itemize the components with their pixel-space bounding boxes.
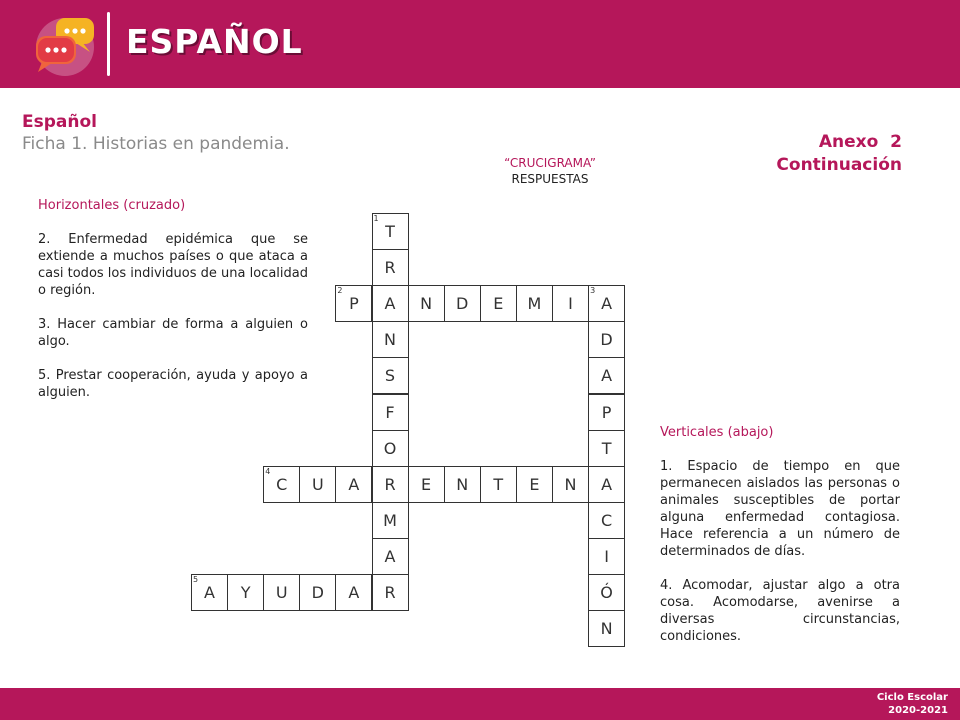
crossword-letter: T	[493, 474, 504, 494]
header-title: ESPAÑOL	[126, 22, 303, 61]
footer-bar	[0, 688, 960, 720]
crossword-letter: R	[384, 583, 396, 602]
crossword-letter: N	[384, 330, 396, 350]
crossword-letter: A	[601, 474, 613, 494]
crossword-cell	[588, 430, 625, 467]
crossword-cell	[588, 357, 625, 394]
crossword-letter: R	[384, 474, 396, 494]
crossword-letter: C	[601, 510, 613, 530]
crossword-cell	[444, 285, 481, 322]
crossword-clue-number: 4	[265, 466, 271, 476]
crossword-letter: C	[276, 474, 288, 494]
crossword-cell	[372, 285, 409, 322]
crossword-cell	[299, 574, 336, 611]
crossword-letter: N	[564, 474, 577, 494]
crossword-letter: E	[529, 474, 540, 494]
crossword-letter: Y	[240, 583, 251, 602]
crossword-cell	[299, 466, 336, 503]
subject-title: Español	[22, 112, 97, 132]
crossword-letter: I	[568, 294, 573, 314]
crossword-letter: N	[600, 619, 613, 639]
crossword-cell	[372, 574, 409, 611]
crossword-cell	[552, 466, 589, 503]
crossword-cell	[516, 466, 553, 503]
crossword-subtitle: RESPUESTAS	[511, 172, 589, 186]
crossword-cell	[588, 574, 625, 611]
crossword-cell	[263, 466, 300, 503]
crossword-cell	[552, 285, 589, 322]
crossword-cell	[372, 249, 409, 286]
crossword-letter: A	[204, 583, 215, 602]
crossword-letter: S	[384, 366, 396, 386]
crossword-letter: R	[384, 258, 396, 278]
crossword-letter: A	[601, 294, 613, 314]
clue-vertical-4: 4. Acomodar, ajustar algo a otra cosa. Acomodarse, avenirse a diversas circunstancias, condiciones.	[660, 578, 900, 644]
crossword-cell	[372, 466, 409, 503]
crossword-letter: D	[311, 583, 324, 602]
crossword-letter: O	[383, 438, 397, 458]
crossword-cell	[408, 466, 445, 503]
crossword-cell	[588, 466, 625, 503]
crossword-cell	[372, 430, 409, 467]
school-year-title: Ciclo Escolar	[876, 692, 948, 703]
crossword-letter: I	[604, 546, 609, 566]
crossword-letter: A	[384, 294, 396, 314]
crossword-cell	[444, 466, 481, 503]
crossword-letter: U	[311, 474, 324, 494]
crossword-cell	[372, 357, 409, 394]
crossword-letter: A	[384, 546, 396, 566]
crossword-letter: E	[421, 474, 432, 494]
crossword-cell	[588, 502, 625, 539]
crossword-cell	[588, 538, 625, 575]
crossword-letter: Ó	[600, 583, 613, 602]
crossword-cell	[588, 394, 625, 431]
crossword-letter: T	[385, 222, 395, 241]
clue-horizontal-5: 5. Prestar cooperación, ayuda y apoyo a alguien.	[38, 368, 308, 400]
crossword-cell	[372, 502, 409, 539]
crossword-cell	[372, 213, 409, 250]
clue-vertical-1: 1. Espacio de tiempo en que permanecen aislados las personas o animales susceptibles de portar alguna enfermedad contagiosa. Hace referencia a un número de determinados de días.	[660, 459, 900, 559]
crossword-cell	[480, 285, 517, 322]
crossword-letter: M	[527, 294, 542, 314]
crossword-letter: P	[601, 402, 612, 422]
crossword-letter: U	[275, 583, 288, 602]
crossword-clue-number: 5	[193, 575, 199, 584]
school-year-range: 2020-2021	[888, 705, 948, 716]
crossword-cell	[335, 466, 372, 503]
crossword-letter: N	[420, 294, 433, 314]
crossword-letter: A	[348, 474, 360, 494]
crossword-clue-number: 3	[590, 286, 596, 296]
anexo-number: Anexo 2	[818, 132, 902, 152]
clue-horizontal-2: 2. Enfermedad epidémica que se extiende a muchos países o que ataca a casi todos los individuos de una localidad o región.	[38, 232, 308, 298]
crossword-cell	[588, 321, 625, 358]
crossword-letter: E	[493, 294, 504, 314]
crossword-title: “CRUCIGRAMA”	[504, 156, 596, 170]
crossword-cell	[191, 574, 228, 611]
crossword-letter: D	[600, 330, 613, 350]
anexo-continuation: Continuación	[776, 155, 902, 175]
crossword-cell	[588, 285, 625, 322]
crossword-cell	[516, 285, 553, 322]
crossword-cell	[335, 574, 372, 611]
crossword-cell	[408, 285, 445, 322]
crossword-cell	[480, 466, 517, 503]
ficha-title: Ficha 1. Historias en pandemia.	[22, 134, 290, 154]
crossword-cell	[227, 574, 264, 611]
horizontal-clues-heading: Horizontales (cruzado)	[38, 198, 186, 213]
crossword-letter: M	[383, 510, 397, 530]
crossword-cell	[588, 610, 625, 647]
crossword-letter: P	[349, 294, 359, 314]
crossword-cell	[372, 394, 409, 431]
crossword-cell	[335, 285, 372, 322]
vertical-clues-heading: Verticales (abajo)	[660, 425, 774, 440]
clue-horizontal-3: 3. Hacer cambiar de forma a alguien o algo.	[38, 317, 308, 349]
crossword-cell	[372, 538, 409, 575]
crossword-letter: N	[456, 474, 469, 494]
crossword-cell	[372, 321, 409, 358]
crossword-letter: T	[601, 438, 612, 458]
crossword-clue-number: 2	[337, 286, 343, 296]
crossword-letter: F	[385, 402, 395, 422]
crossword-cell	[263, 574, 300, 611]
school-year-label	[877, 691, 948, 717]
crossword-letter: D	[456, 294, 469, 314]
crossword-letter: A	[601, 366, 613, 386]
crossword-letter: A	[348, 583, 360, 602]
crossword-clue-number: 1	[373, 214, 379, 223]
